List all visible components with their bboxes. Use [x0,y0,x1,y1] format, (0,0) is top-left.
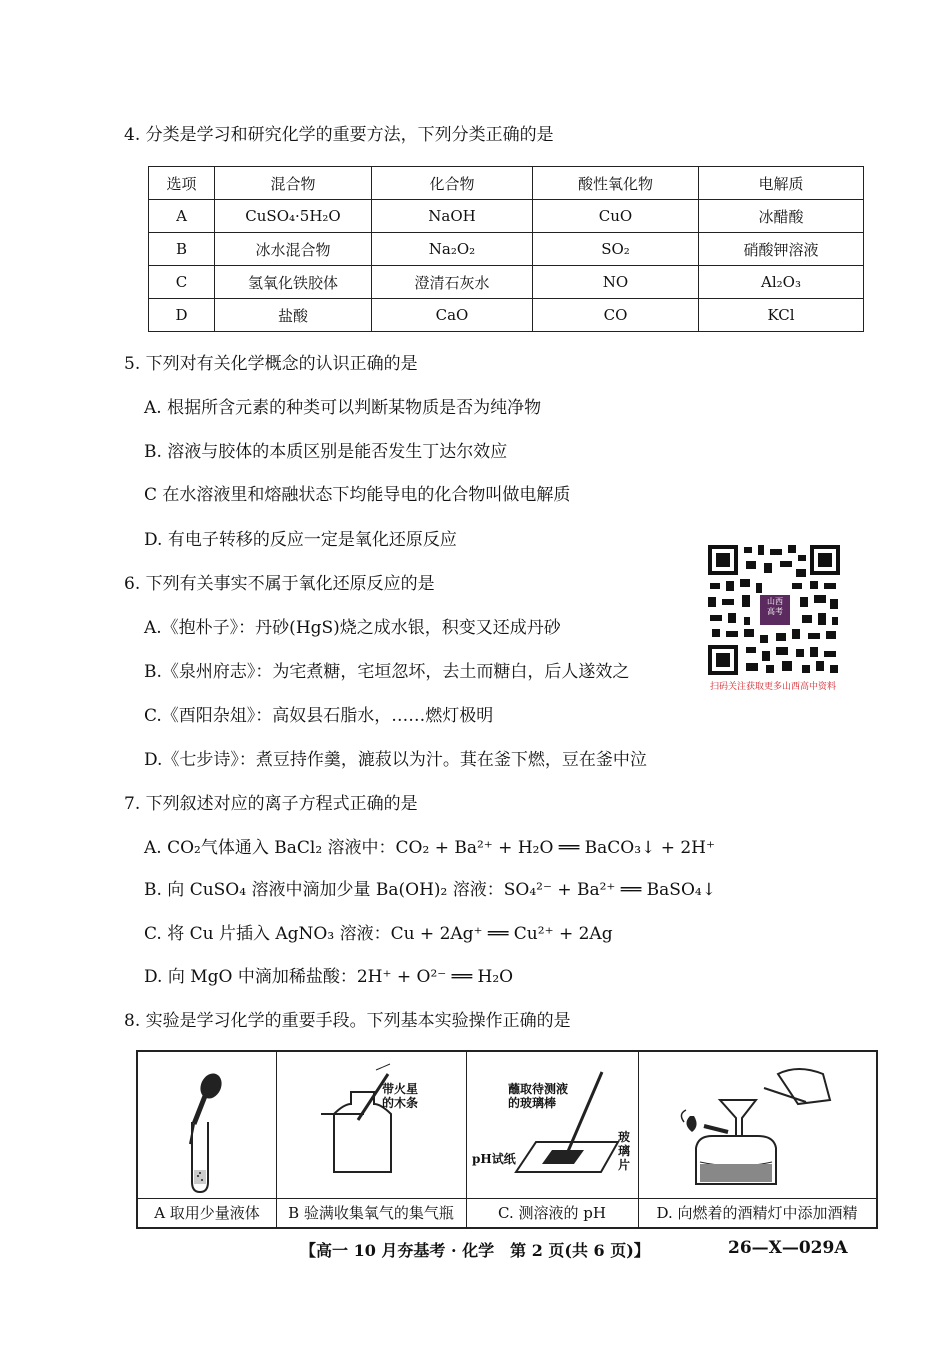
classification-table [148,166,864,332]
alcohol-lamp-illustration [638,1052,876,1199]
figure-cell-b [276,1052,467,1227]
figure-caption-b: B 验满收集氧气的集气瓶 [276,1198,466,1227]
q6-stem: 6. 下列有关事实不属于氧化还原反应的是 [124,574,435,594]
experiment-figure-panel [136,1050,878,1229]
q6-option-a: A.《抱朴子》：丹砂(HgS)烧之成水银，积变又还成丹砂 [144,618,561,638]
table-cell: SO₂ [533,233,699,266]
table-cell: CuO [533,200,699,233]
table-header-row [149,167,864,200]
figure-cell-d [638,1052,876,1227]
table-cell: 盐酸 [215,299,372,332]
table-row [149,233,864,266]
label-glass-rod: 蘸取待测液 的玻璃棒 [508,1082,569,1110]
page-footer-title: 【高一 10 月夯基考 · 化学 第 2 页(共 6 页)】 [300,1241,650,1260]
table-header-cell: 酸性氧化物 [533,167,699,200]
table-header-cell: 选项 [149,167,215,200]
table-cell: KCl [699,299,864,332]
table-cell: 冰醋酸 [699,200,864,233]
figure-caption-d: D. 向燃着的酒精灯中添加酒精 [638,1198,876,1227]
table-cell: 氢氧化铁胶体 [215,266,372,299]
q5-option-a: A. 根据所含元素的种类可以判断某物质是否为纯净物 [144,398,542,418]
table-cell: NO [533,266,699,299]
table-cell: CuSO₄·5H₂O [215,200,372,233]
figure-caption-c: C. 测溶液的 pH [466,1198,638,1227]
table-cell: A [149,200,215,233]
table-header-cell: 化合物 [372,167,533,200]
qr-caption: 扫码关注获取更多山西高中资料 [710,682,837,692]
table-cell: 硝酸钾溶液 [699,233,864,266]
gas-bottle-illustration [276,1052,466,1199]
table-cell: 冰水混合物 [215,233,372,266]
q5-option-d: D. 有电子转移的反应一定是氧化还原反应 [144,530,457,550]
q7-option-b: B. 向 CuSO₄ 溶液中滴加少量 Ba(OH)₂ 溶液：SO₄²⁻ + Ba²⁺ ══ BaSO₄↓ [144,880,716,900]
table-cell: Al₂O₃ [699,266,864,299]
figure-cell-c [466,1052,639,1227]
figure-cell-a [138,1052,277,1227]
table-row [149,266,864,299]
q4-stem: 4. 分类是学习和研究化学的重要方法，下列分类正确的是 [124,125,554,145]
table-cell: CO [533,299,699,332]
table-cell: 澄清石灰水 [372,266,533,299]
figure-caption-a: A 取用少量液体 [138,1198,276,1227]
table-header-cell: 混合物 [215,167,372,200]
q6-option-c: C.《酉阳杂俎》：高奴县石脂水，……燃灯极明 [144,706,494,726]
table-cell: Na₂O₂ [372,233,533,266]
table-cell: D [149,299,215,332]
label-glass-slide: 玻 璃 片 [618,1130,631,1172]
q7-option-a: A. CO₂气体通入 BaCl₂ 溶液中：CO₂ + Ba²⁺ + H₂O ══ BaCO₃↓ + 2H⁺ [144,838,715,858]
q5-option-b: B. 溶液与胶体的本质区别是能否发生丁达尔效应 [144,442,508,462]
table-row [149,200,864,233]
table-row [149,299,864,332]
q7-stem: 7. 下列叙述对应的离子方程式正确的是 [124,794,418,814]
dropper-test-tube-illustration [138,1052,276,1199]
q6-option-d: D.《七步诗》：煮豆持作羹，漉菽以为汁。萁在釜下燃，豆在釜中泣 [144,750,647,770]
qr-center-logo-text: 山西 高考 [767,597,783,616]
label-glowing-stick: 带火星 的木条 [382,1082,419,1110]
label-ph-paper: pH试纸 [472,1152,516,1166]
q8-stem: 8. 实验是学习化学的重要手段。下列基本实验操作正确的是 [124,1011,571,1031]
table-cell: B [149,233,215,266]
page-footer-code: 26—X—029A [728,1238,848,1258]
table-cell: C [149,266,215,299]
q7-option-c: C. 将 Cu 片插入 AgNO₃ 溶液：Cu + 2Ag⁺ ══ Cu²⁺ + 2Ag [144,924,613,944]
q7-option-d: D. 向 MgO 中滴加稀盐酸：2H⁺ + O²⁻ ══ H₂O [144,967,514,987]
q5-option-c: C 在水溶液里和熔融状态下均能导电的化合物叫做电解质 [144,485,571,505]
q6-option-b: B.《泉州府志》：为宅煮糖，宅垣忽坏，去土而糖白，后人遂效之 [144,662,630,682]
table-cell: NaOH [372,200,533,233]
table-cell: CaO [372,299,533,332]
q5-stem: 5. 下列对有关化学概念的认识正确的是 [124,354,418,374]
ph-test-illustration [466,1052,638,1199]
table-header-cell: 电解质 [699,167,864,200]
